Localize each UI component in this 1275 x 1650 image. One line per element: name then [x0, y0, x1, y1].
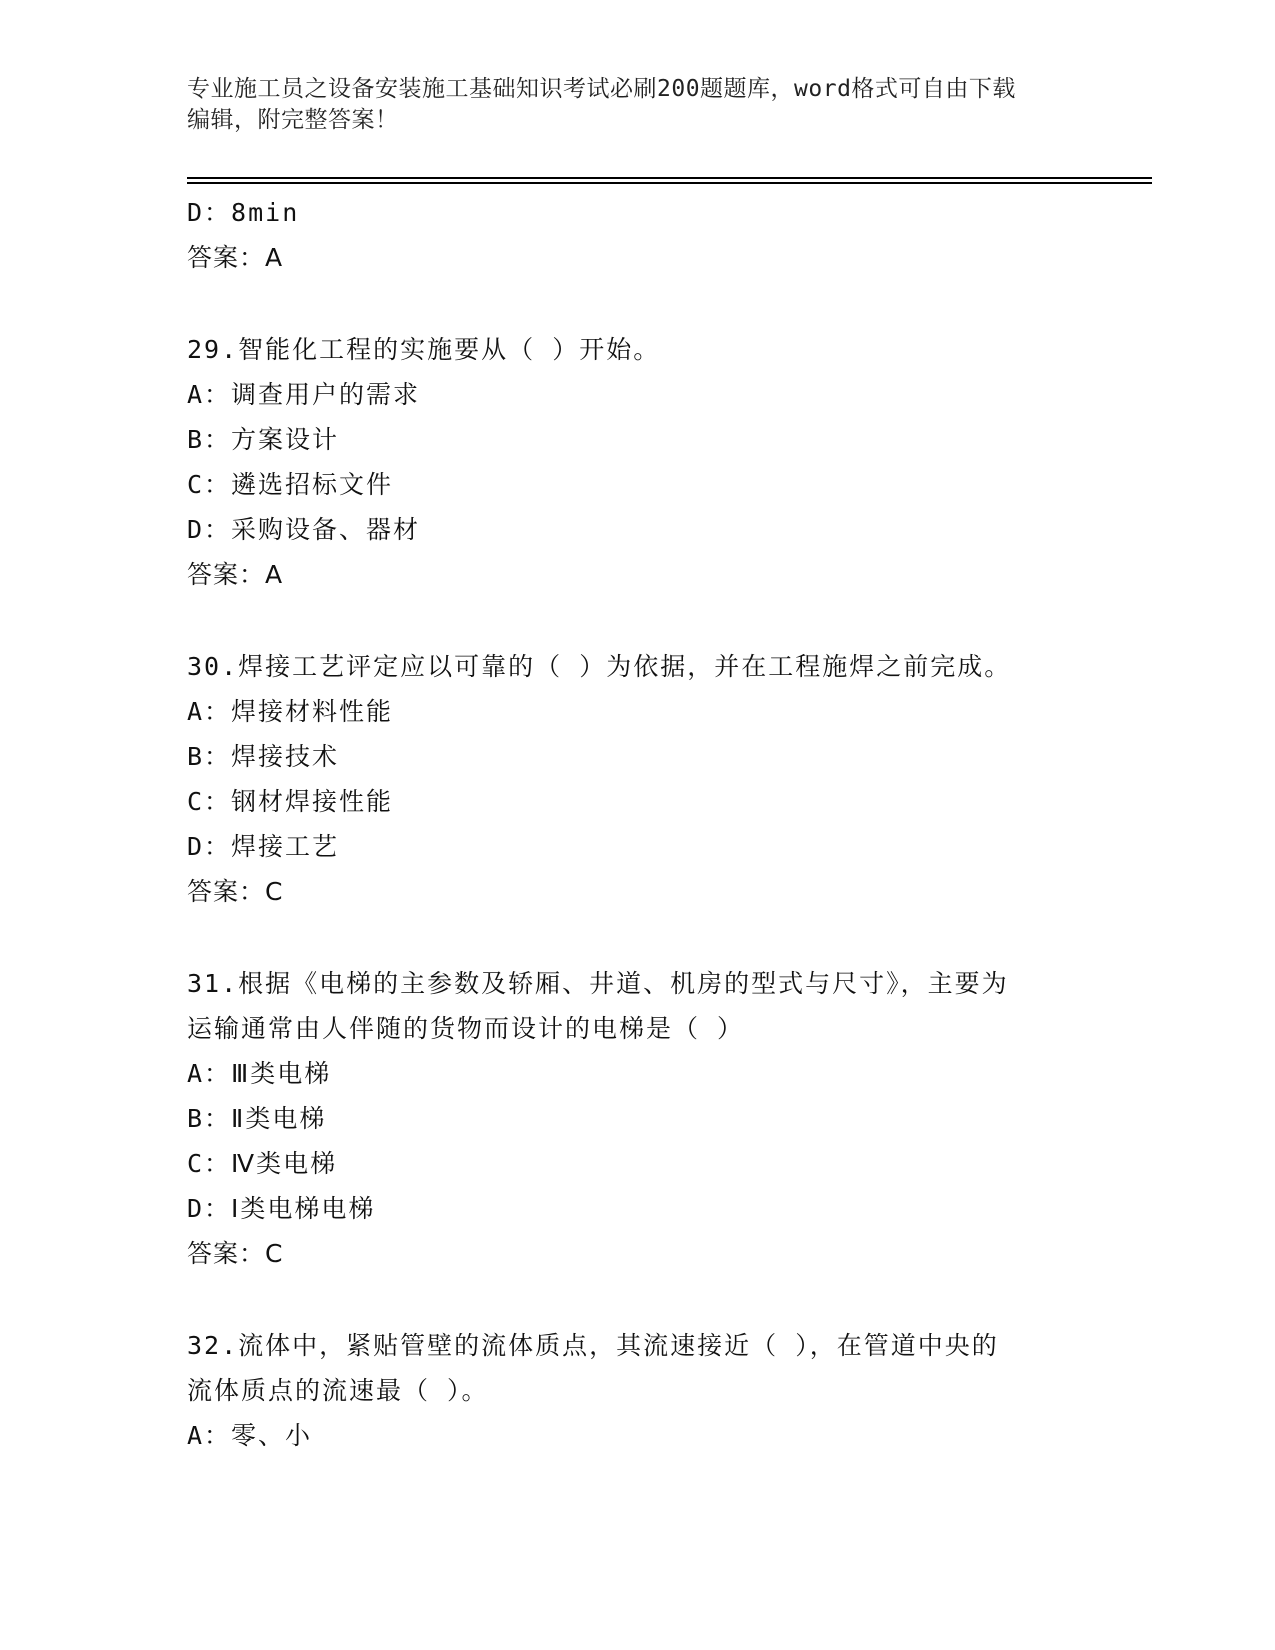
header-line-1: 专业施工员之设备安装施工基础知识考试必刷200题题库，word格式可自由下载 [187, 76, 1016, 102]
question-stem: 29.智能化工程的实施要从（ ）开始。 [187, 335, 661, 364]
question-stem-line-1: 31.根据《电梯的主参数及轿厢、井道、机房的型式与尺寸》，主要为 [187, 969, 1009, 998]
option-b: B：方案设计 [187, 425, 340, 454]
option-a: A：调查用户的需求 [187, 380, 421, 409]
option-d: D：焊接工艺 [187, 832, 340, 861]
question-stem: 30.焊接工艺评定应以可靠的（ ）为依据，并在工程施焊之前完成。 [187, 652, 1012, 681]
answer: 答案：A [187, 560, 284, 589]
answer: 答案：C [187, 1239, 284, 1268]
header-divider-bottom [187, 182, 1152, 184]
answer: 答案：C [187, 877, 284, 906]
option-b: B：Ⅱ类电梯 [187, 1104, 327, 1133]
option-a: A：零、小 [187, 1421, 313, 1450]
question-30 [187, 644, 1087, 914]
question-29 [187, 327, 1087, 597]
option-c: C：钢材焊接性能 [187, 787, 394, 816]
question-31 [187, 961, 1087, 1276]
option-d: D：Ⅰ类电梯电梯 [187, 1194, 376, 1223]
header-divider-top [187, 177, 1152, 179]
question-32 [187, 1323, 1087, 1458]
option-c: C：遴选招标文件 [187, 470, 394, 499]
question-stem-line-1: 32.流体中，紧贴管壁的流体质点，其流速接近（ ），在管道中央的 [187, 1331, 999, 1360]
option-b: B：焊接技术 [187, 742, 340, 771]
option-d: D：采购设备、器材 [187, 515, 421, 544]
header-line-2: 编辑，附完整答案！ [187, 107, 399, 133]
option-c: C：Ⅳ类电梯 [187, 1149, 338, 1178]
option-a: A：Ⅲ类电梯 [187, 1059, 332, 1088]
question-list [187, 190, 1087, 1458]
prev-answer: 答案：A [187, 243, 284, 272]
option-a: A：焊接材料性能 [187, 697, 394, 726]
document-header [187, 74, 1087, 136]
question-stem-line-2: 流体质点的流速最（ ）。 [187, 1376, 489, 1405]
question-stem-line-2: 运输通常由人伴随的货物而设计的电梯是（ ） [187, 1014, 745, 1043]
prev-option-d: D：8min [187, 198, 300, 227]
